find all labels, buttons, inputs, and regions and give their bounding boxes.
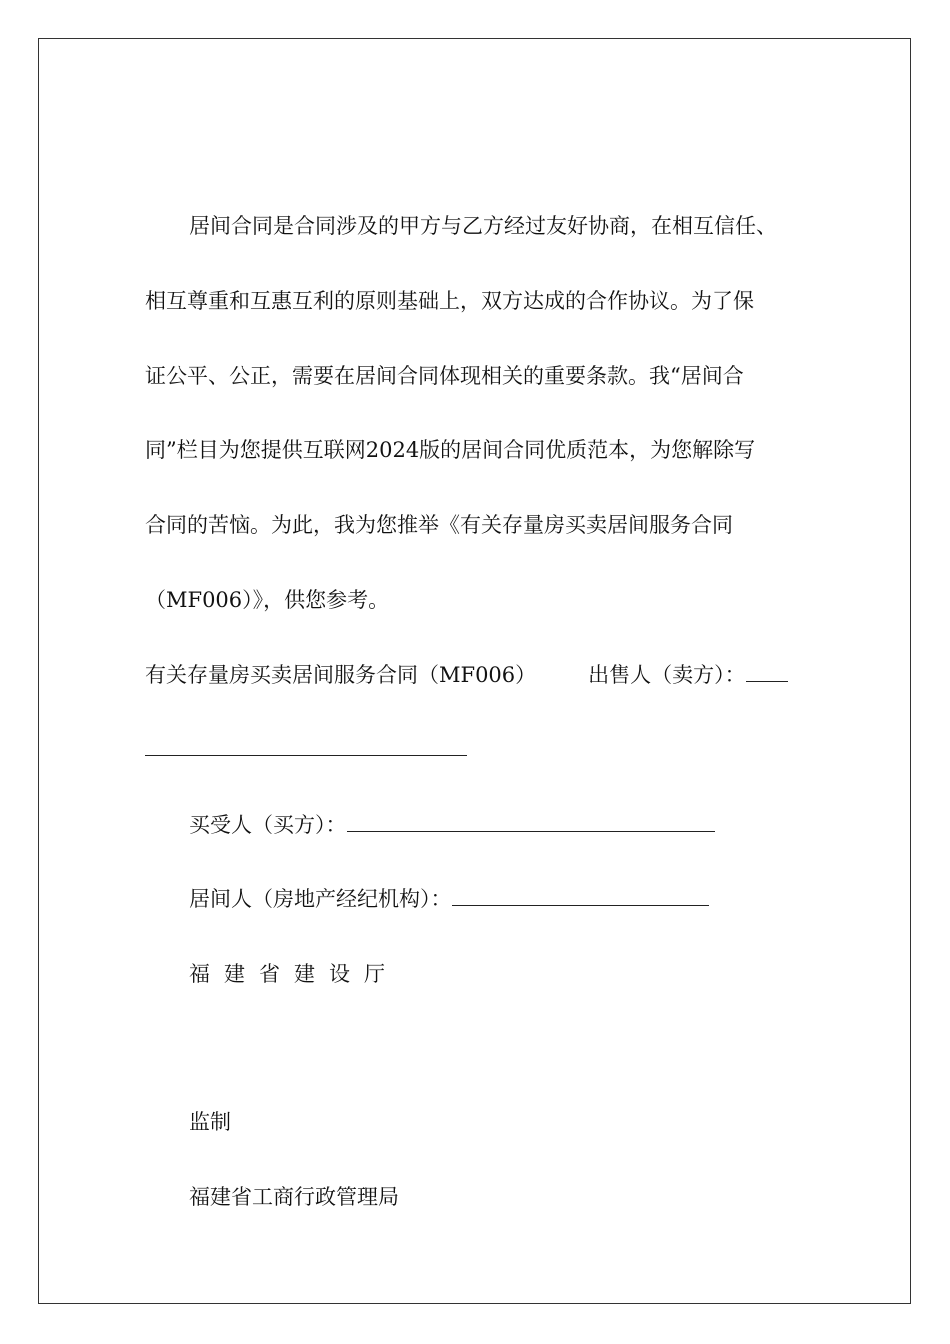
broker-label: 居间人（房地产经纪机构）： — [189, 887, 452, 911]
intro-line-6: （MF006）》，供您参考。 — [145, 588, 390, 612]
intro-line-5: 合同的苦恼。为此，我为您推举《有关存量房买卖居间服务合同 — [145, 513, 733, 537]
broker-blank[interactable] — [452, 887, 709, 906]
buyer-blank[interactable] — [347, 813, 715, 832]
broker-row — [189, 885, 709, 913]
buyer-label: 买受人（买方）： — [189, 813, 347, 837]
seller-blank-2[interactable] — [145, 737, 467, 756]
seller-blank-row — [145, 735, 467, 763]
contract-title-row — [145, 661, 788, 689]
contract-title: 有关存量房买卖居间服务合同（MF006） — [145, 663, 537, 687]
buyer-row — [189, 811, 715, 839]
seller-label: 出售人（卖方）： — [588, 663, 746, 687]
seller-blank-1[interactable] — [746, 663, 788, 682]
supervision-label: 监制 — [189, 1110, 231, 1134]
supervisor: 福建省工商行政管理局 — [189, 1185, 399, 1209]
issuer: 福建省建设厅 — [189, 962, 399, 986]
intro-line-4: 同”栏目为您提供互联网2024版的居间合同优质范本，为您解除写 — [145, 438, 756, 462]
intro-line-1: 居间合同是合同涉及的甲方与乙方经过友好协商，在相互信任、 — [189, 214, 777, 238]
intro-line-3: 证公平、公正，需要在居间合同体现相关的重要条款。我“居间合 — [145, 364, 744, 388]
intro-line-2: 相互尊重和互惠互利的原则基础上，双方达成的合作协议。为了保 — [145, 289, 754, 313]
